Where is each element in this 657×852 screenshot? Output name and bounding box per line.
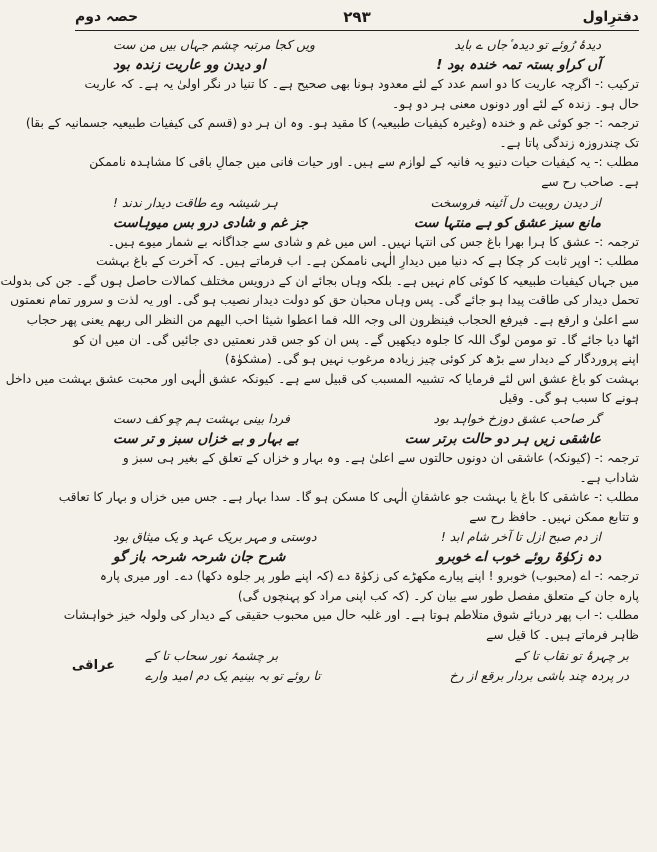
text-line: مطلب :- عاشقی کا باغ یا بہشت جو عاشقانِ الٰہی کا مسکن ہو گا۔ سدا بہار ہے۔ جس میں خزاں و بہار کا تعاقب	[58, 490, 639, 505]
verse-couplet-1b: آں کراو بستہ تمہ خندہ بود ! او دیدن وو عاریت زندہ بود	[113, 57, 601, 73]
verse-couplet-4: از دم صبح ازل تا آخر شام ابد ! دوستی و مہر بریک عہد و یک میثاق بود	[113, 529, 601, 545]
page-body	[0, 31, 639, 686]
text-line: و تتابع ممکن نہیں۔ حافظ رح سے	[469, 509, 639, 524]
text-line: ترکیب :- اگرچہ عاریت کا دو اسم عدد کے لئے معدود ہونا بھی صحیح ہے۔ کا تنیا در نگر اولیٰ یہ ہے۔ کہ عاریت	[84, 77, 639, 91]
text-line: سے اعلیٰ و ارفع ہے۔ فیرفع الحجاب فینظرون الی وجہ اللہ فما اعطوا شیئا احب الیھم من النظر الی ربھم یعنی پھر حجاب	[26, 312, 639, 327]
text-line: اٹھا دیا جائے گا۔ تو مومن لوگ اللہ کا جلوہ دیکھیں گے۔ پس ان کو جس قدر نعمتیں دی جائیں گی۔ ان میں ان کو	[73, 332, 639, 347]
book-volume-title: دفترِاول	[582, 9, 639, 25]
text-line: ہے۔ صاحب رح سے	[541, 174, 639, 189]
text-line: مطلب :- اوپر ثابت کر چکا ہے کہ دنیا میں دیدارِ الٰہی ناممکن ہے۔ اب فرماتے ہیں۔ کہ آخرت کے باغ بہشت	[96, 254, 639, 269]
verse-couplet-3b: عاشقی زیں ہر دو حالت برتر ست بے بہار و بے خزاں سبز و تر ست	[113, 430, 601, 447]
verse-couplet-4b: دہ زکوٰۃ روئے خوب اے خوبرو شرح جان شرحہ شرحہ باز گو	[113, 549, 601, 566]
text-line: ترجمہ :- اے (محبوب) خوبرو ! اپنے پیارے مکھڑے کی زکوٰۃ دے (کہ اپنے طور پر جلوہ دکھا) دے۔ اور میری پارہ	[99, 569, 639, 584]
closing-verse: بر چہرۂ تو نقاب تا کے بر چشمۂ نور سحاب تا کے در پردہ چند باشی بردار برقع از رخ تا روئے تو بہ بینیم یک دم امید وارے عراقی	[71, 647, 629, 683]
text-line: تحمل دیدار کی طاقت پیدا ہو جائے گی۔ پس وہاں محبان حق کو دولت دیدار نصیب ہو گی۔ اور یہ لذت و سرور تمام نعمتوں	[10, 293, 639, 308]
text-line: شاداب ہے۔	[579, 470, 639, 485]
text-line: ترجمہ :- عشق کا ہرا بھرا باغ جس کی انتہا نہیں۔ اس میں غم و شادی سے جداگانہ بے شمار میوے ہیں۔	[107, 234, 639, 249]
text-line: ہونے کا سبب ہو گی۔ وقیل	[499, 391, 639, 406]
verse-couplet-2: از دیدن روبیت دل آئینہ فروسخت ہر شیشہ وے طاقت دیدار ندند !	[113, 194, 601, 210]
text-line: مطلب :- یہ کیفیات حیات دنیو یہ فانیہ کے لوازم سے ہیں۔ اور حیات فانی میں جمالِ باقی کا مشاہدہ ناممکن	[89, 155, 639, 170]
text-line: تک چندروزہ زندگی پاتا ہے۔	[499, 135, 639, 150]
paragraph-3	[58, 449, 639, 527]
paragraph-2	[0, 233, 639, 409]
paragraph-1	[25, 75, 639, 193]
text-line: اپنے پروردگار کے دیدار سے بڑھ کر کوئی چیز زیادہ مرغوب نہیں ہو گی۔ (مشکوٰۃ)	[224, 352, 639, 367]
text-line: بہشت کو باغ عشق اس لئے فرمایا کہ تشبیہ المسبب کی قبیل سے ہے۔ کیونکہ عشق الٰہی اور محبت عشق بہشت میں داخل	[5, 371, 639, 386]
text-line: حال ہو۔ زندہ کے لئے اور دونوں معنی ہر دو ہو۔	[392, 96, 639, 111]
text-line: مطلب :- اب پھر دریائے شوق متلاطم ہوتا ہے۔ اور غلبہ حال میں محبوب حقیقی کے دیدار کی ولولہ خیز خواہشات	[63, 608, 639, 623]
verse-couplet-1: دیدۂ رُوئے تو دیدہ ٔجاں ے باید ویں کجا مرتبہ چشم جہاں بیں من ست	[113, 37, 601, 52]
verse-couplet-2b: مانع سبز عشق کو ہے منتہا ست جز غم و شادی درو بس میوہاست	[113, 214, 601, 231]
text-line: پارہ جان کے متعلق مفصل طور سے بیان کر۔ (کہ کب اپنی مراد کو پہنچوں گی)	[237, 588, 639, 603]
text-line: ترجمہ :- جو کوئی غم و خندہ (وغیرہ کیفیات طبیعیہ) کا مقید ہو۔ وہ ان ہر دو (قسم کی کیفیات طبیعیہ جسمانیہ کے بقا)	[25, 116, 639, 131]
book-part-title: حصہ دوم	[75, 9, 139, 25]
text-line: ترجمہ :- (کیونکہ) عاشقی ان دونوں حالتوں سے اعلیٰ ہے۔ وہ بہار و خزاں کے تعلق کے بغیر ہی سبز و	[122, 450, 639, 465]
paragraph-4	[63, 567, 639, 645]
poet-name: عراقی	[71, 657, 115, 673]
text-line: ظاہر فرماتے ہیں۔ کا قیل سے	[486, 628, 639, 643]
page-header	[75, 4, 639, 31]
text-line: میں جہاں کیفیات طبیعیہ کا کوئی کام نہیں ہے۔ بلکہ وہاں بجائے ان کے درویس مختلف کمالات حاصل ہوں گے۔ جن کی بدولت	[0, 273, 639, 288]
page-number: ۲۹۳	[343, 8, 371, 26]
verse-couplet-3: گر صاحب عشق دوزخ خواہد بود فردا بینی بہشت ہم چو کف دست	[113, 410, 601, 426]
